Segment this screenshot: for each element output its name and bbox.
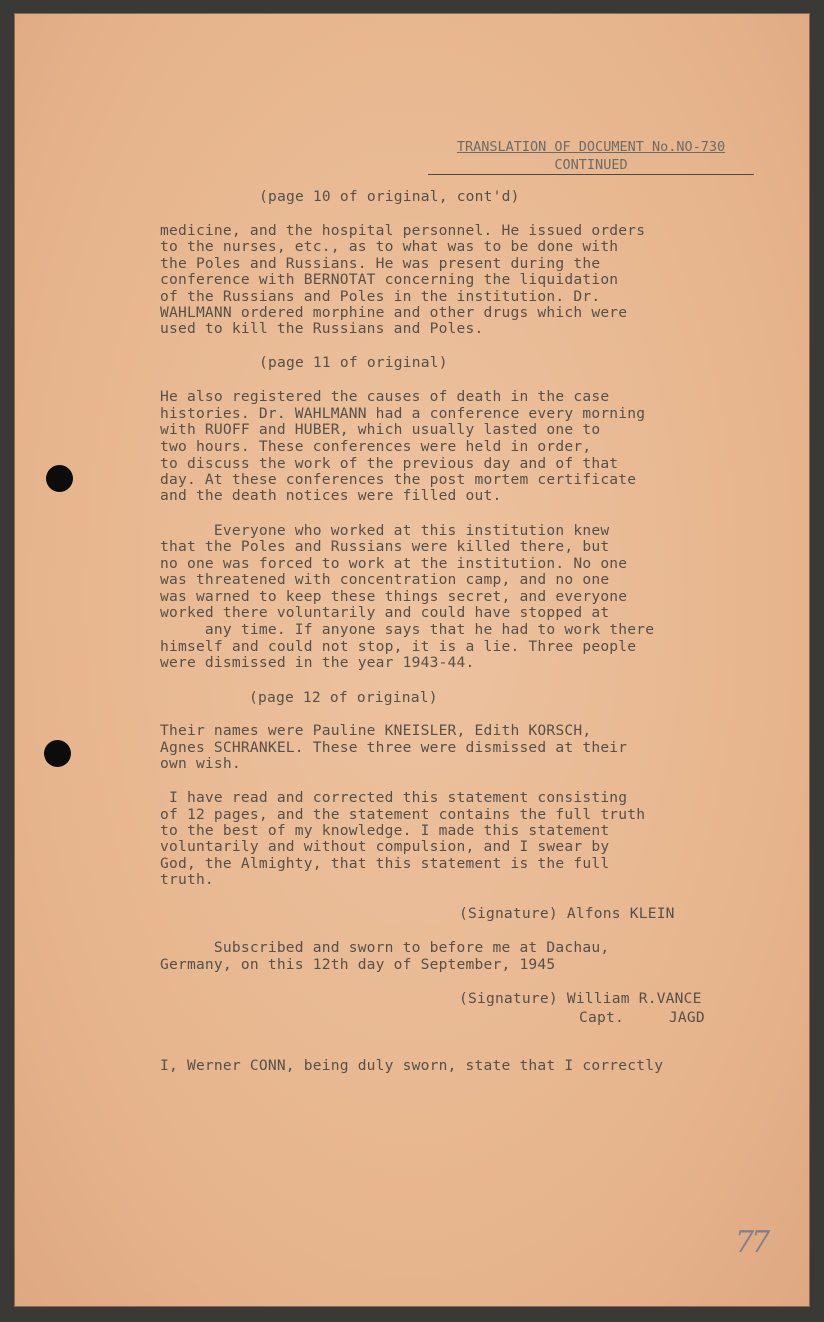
para2-line: with RUOFF and HUBER, which usually lasted one to xyxy=(160,421,601,438)
para2-line: to discuss the work of the previous day and of that xyxy=(160,455,619,472)
para2-line: He also registered the causes of death in the case xyxy=(160,388,610,405)
para3-line: himself and could not stop, it is a lie. Three people xyxy=(160,638,637,655)
page-marker-12: (page 12 of original) xyxy=(249,689,438,706)
handwritten-page-number: 77 xyxy=(735,1225,768,1260)
para3-line: were dismissed in the year 1943-44. xyxy=(160,654,475,671)
signature-klein: (Signature) Alfons KLEIN xyxy=(459,905,675,922)
para1-line: the Poles and Russians. He was present during the xyxy=(160,255,601,272)
para4-line: Their names were Pauline KNEISLER, Edith KORSCH, xyxy=(160,722,592,739)
heading-subtitle: CONTINUED xyxy=(554,157,628,173)
para3-line: worked there voluntarily and could have stopped at xyxy=(160,604,610,621)
document-heading xyxy=(428,138,754,174)
para2-line: day. At these conferences the post mortem certificate xyxy=(160,471,637,488)
para5-line: God, the Almighty, that this statement is the full xyxy=(160,855,610,872)
para1-line: medicine, and the hospital personnel. He issued orders xyxy=(160,222,646,239)
para5-line: of 12 pages, and the statement contains the full truth xyxy=(160,806,646,823)
para5-line: I have read and corrected this statement consisting xyxy=(160,789,628,806)
punch-hole-bottom xyxy=(44,740,71,767)
para5-line: truth. xyxy=(160,871,214,888)
para2-line: and the death notices were filled out. xyxy=(160,487,502,504)
para3-line: that the Poles and Russians were killed there, but xyxy=(160,538,610,555)
para5-line: voluntarily and without compulsion, and I swear by xyxy=(160,838,610,855)
sworn-line: Germany, on this 12th day of September, 1945 xyxy=(160,956,556,973)
para1-line: used to kill the Russians and Poles. xyxy=(160,320,484,337)
heading-rule xyxy=(428,174,754,175)
final-statement: I, Werner CONN, being duly sworn, state that I correctly xyxy=(160,1057,664,1074)
para1-line: to the nurses, etc., as to what was to be done with xyxy=(160,238,619,255)
para2-line: two hours. These conferences were held in order, xyxy=(160,438,592,455)
para1-line: WAHLMANN ordered morphine and other drugs which were xyxy=(160,304,628,321)
page-marker-11: (page 11 of original) xyxy=(259,354,448,371)
para1-line: of the Russians and Poles in the institution. Dr. xyxy=(160,288,601,305)
page-marker-10: (page 10 of original, cont'd) xyxy=(259,188,520,205)
para2-line: histories. Dr. WAHLMANN had a conference every morning xyxy=(160,405,646,422)
para3-line: any time. If anyone says that he had to work there xyxy=(160,621,655,638)
para3-line: was threatened with concentration camp, and no one xyxy=(160,571,610,588)
para5-line: to the best of my knowledge. I made this statement xyxy=(160,822,610,839)
para4-line: Agnes SCHRANKEL. These three were dismissed at their xyxy=(160,739,628,756)
signature-vance: (Signature) William R.VANCE xyxy=(459,990,702,1007)
para3-line: Everyone who worked at this institution knew xyxy=(160,522,610,539)
rank-line: Capt. JAGD xyxy=(579,1009,705,1026)
para3-line: was warned to keep these things secret, and everyone xyxy=(160,588,628,605)
para1-line: conference with BERNOTAT concerning the liquidation xyxy=(160,271,619,288)
sworn-line: Subscribed and sworn to before me at Dachau, xyxy=(160,939,610,956)
para3-line: no one was forced to work at the institution. No one xyxy=(160,555,628,572)
heading-title: TRANSLATION OF DOCUMENT No.NO-730 xyxy=(456,139,726,155)
punch-hole-top xyxy=(46,465,73,492)
para4-line: own wish. xyxy=(160,755,241,772)
